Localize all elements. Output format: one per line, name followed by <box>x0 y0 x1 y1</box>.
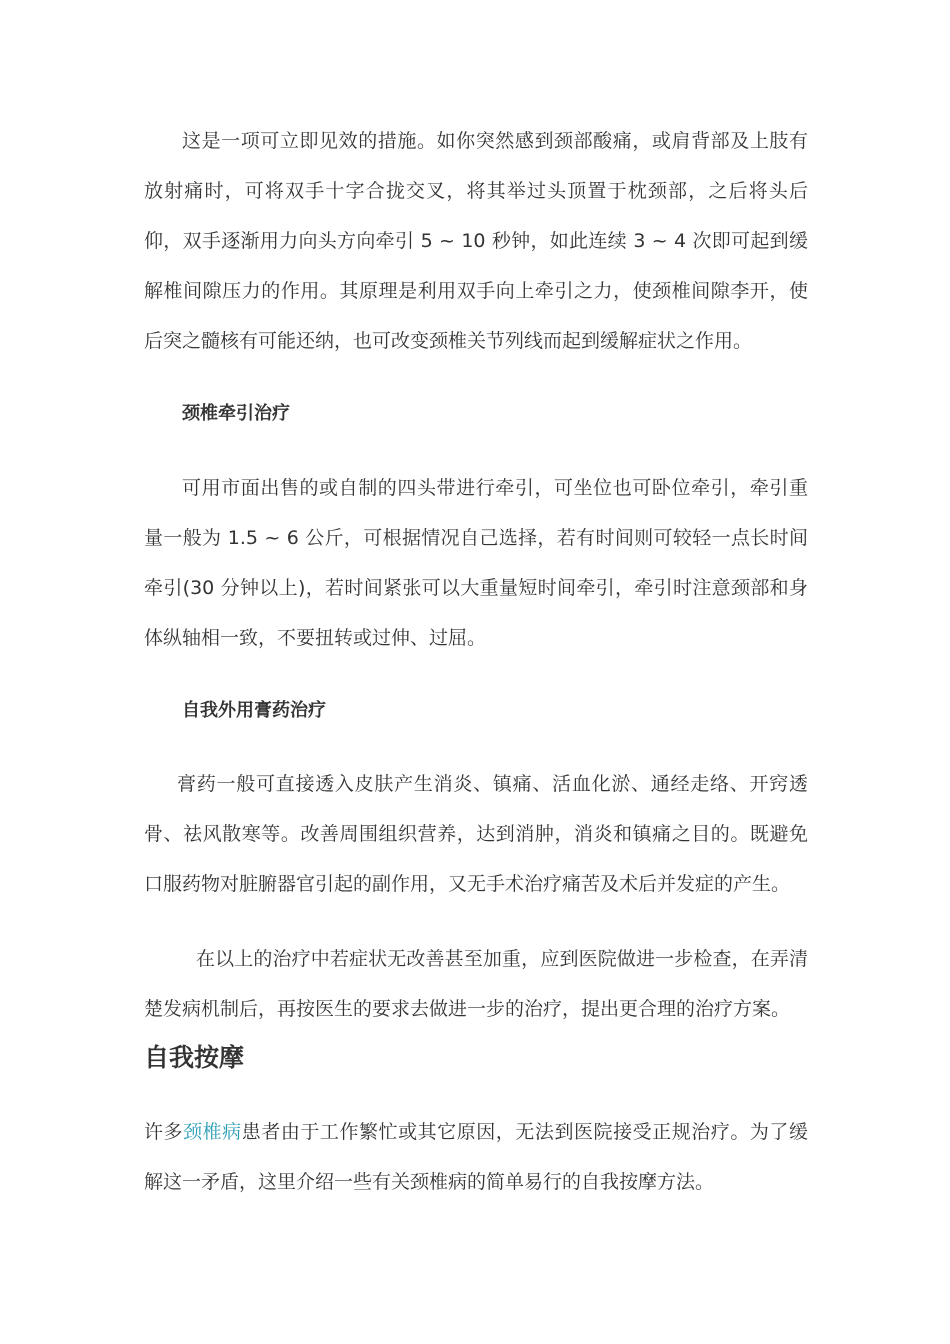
paragraph-suffix: 患者由于工作繁忙或其它原因，无法到医院接受正规治疗。为了缓解这一矛盾，这里介绍一些有关颈椎病的简单易行的自我按摩方法。 <box>144 1121 808 1193</box>
paragraph-hospital-advice: 在以上的治疗中若症状无改善甚至加重，应到医院做进一步检查，在弄清楚发病机制后，再按医生的要求去做进一步的治疗，提出更合理的治疗方案。 <box>144 948 808 1020</box>
paragraph-prefix: 许多 <box>144 1121 184 1143</box>
paragraph-self-massage-intro <box>144 1107 808 1207</box>
paragraph-instant-relief: 这是一项可立即见效的措施。如你突然感到颈部酸痛，或肩背部及上肢有放射痛时，可将双手十字合拢交叉，将其举过头顶置于枕颈部，之后将头后仰，双手逐渐用力向头方向牵引 5 ~ 10 秒钟，如此连续 3 ~ 4 次即可起到缓解椎间隙压力的作用。其原理是利用双手向上牵引之力，使颈椎间隙李开，使后突之髓核有可能还纳，也可改变颈椎关节列线而起到缓解症状之作用。 <box>144 130 808 352</box>
paragraph-ointment: 膏药一般可直接透入皮肤产生消炎、镇痛、活血化淤、通经走络、开窍透骨、祛风散寒等。改善周围组织营养，达到消肿，消炎和镇痛之目的。既避免口服药物对脏腑器官引起的副作用，又无手术治疗痛苦及术后并发症的产生。 <box>144 773 808 895</box>
subheading-cervical-traction: 颈椎牵引治疗 <box>182 403 290 424</box>
cervical-spondylosis-link[interactable]: 颈椎病 <box>183 1121 242 1143</box>
section-title-self-massage: 自我按摩 <box>144 1043 245 1072</box>
subheading-ointment-treatment: 自我外用膏药治疗 <box>182 700 326 721</box>
paragraph-traction: 可用市面出售的或自制的四头带进行牵引，可坐位也可卧位牵引，牵引重量一般为 1.5 ~ 6 公斤，可根据情况自己选择，若有时间则可较轻一点长时间牵引(30 分钟以上)，若时间紧张可以大重量短时间牵引，牵引时注意颈部和身体纵轴相一致，不要扭转或过伸、过屈。 <box>144 477 808 649</box>
